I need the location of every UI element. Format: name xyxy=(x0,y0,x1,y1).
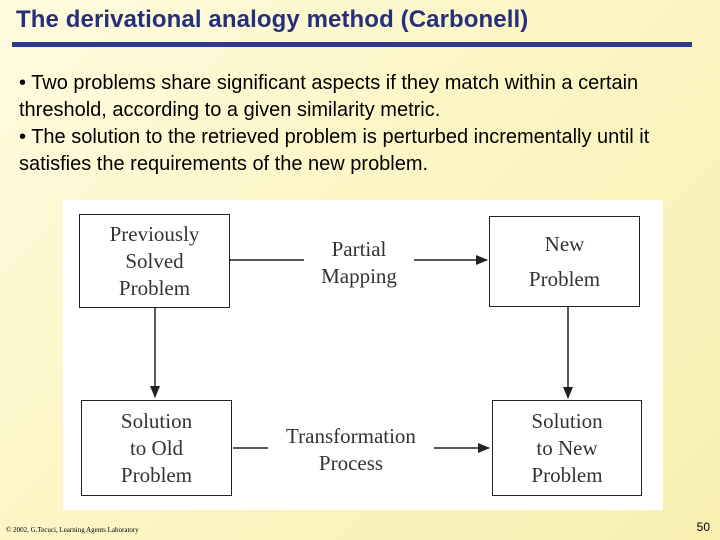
bullet-item: • The solution to the retrieved problem is perturbed incrementally until it satisfies the requirements of the new problem. xyxy=(19,126,650,175)
transformation-process-label: Transformation Process xyxy=(268,423,434,477)
solution-to-old-problem-box: Solution to Old Problem xyxy=(81,400,232,496)
new-problem-box: New Problem xyxy=(489,216,640,307)
bullet-item: • Two problems share significant aspects if they match within a certain threshold, according to a given similarity metric. xyxy=(19,72,639,121)
solution-to-new-problem-box: Solution to New Problem xyxy=(492,400,642,496)
previously-solved-problem-box: Previously Solved Problem xyxy=(79,214,230,308)
slide-title: The derivational analogy method (Carbonell) xyxy=(16,6,529,33)
footer-copyright: © 2002, G.Tecuci, Learning Agents Laboratory xyxy=(6,526,139,534)
partial-mapping-label: Partial Mapping xyxy=(304,236,414,290)
page-number: 50 xyxy=(696,520,710,534)
